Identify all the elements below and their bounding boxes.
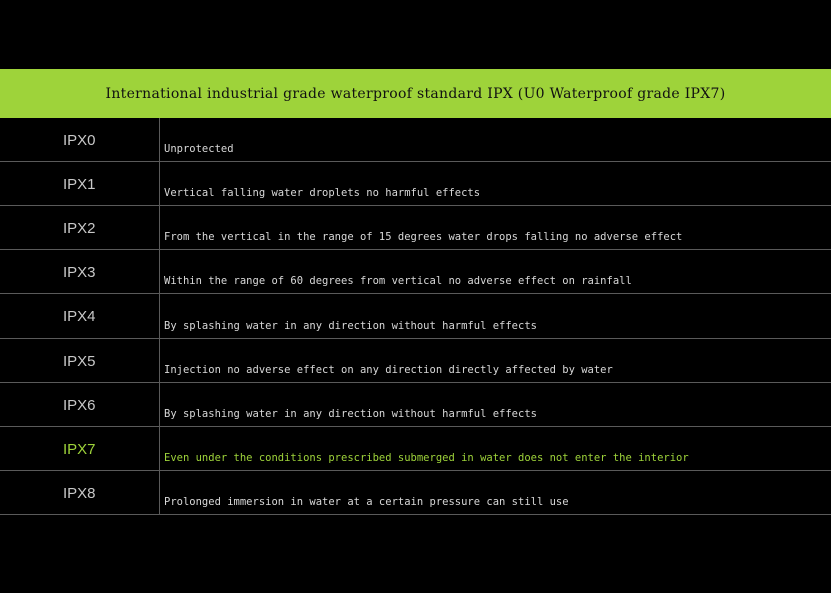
table-row [0, 339, 831, 383]
grade-description: Prolonged immersion in water at a certain pressure can still use [164, 496, 569, 508]
grade-description: Unprotected [164, 143, 234, 155]
table-row [0, 118, 831, 162]
table-row [0, 206, 831, 250]
grade-code: IPX5 [0, 339, 160, 382]
grade-code: IPX8 [0, 471, 160, 514]
grade-description: From the vertical in the range of 15 degrees water drops falling no adverse effect [164, 231, 683, 243]
grade-description: Vertical falling water droplets no harmful effects [164, 187, 481, 199]
grade-description: By splashing water in any direction without harmful effects [164, 408, 537, 420]
grade-code: IPX7 [0, 427, 160, 470]
grade-code: IPX1 [0, 162, 160, 205]
page-title: International industrial grade waterproof standard IPX (U0 Waterproof grade IPX7) [105, 85, 726, 102]
table-row-highlighted [0, 427, 831, 471]
grade-code: IPX0 [0, 118, 160, 161]
header-bar [0, 69, 831, 118]
grade-description: Injection no adverse effect on any direction directly affected by water [164, 364, 613, 376]
grade-description: By splashing water in any direction without harmful effects [164, 320, 537, 332]
grade-code: IPX6 [0, 383, 160, 426]
grade-code: IPX2 [0, 206, 160, 249]
table-row [0, 471, 831, 515]
grade-code: IPX4 [0, 294, 160, 338]
grade-description: Even under the conditions prescribed submerged in water does not enter the interior [164, 452, 689, 464]
waterproof-grade-table [0, 118, 831, 515]
grade-code: IPX3 [0, 250, 160, 293]
grade-description: Within the range of 60 degrees from vertical no adverse effect on rainfall [164, 275, 632, 287]
table-row [0, 383, 831, 427]
table-row [0, 162, 831, 206]
table-row [0, 250, 831, 294]
table-row [0, 294, 831, 339]
